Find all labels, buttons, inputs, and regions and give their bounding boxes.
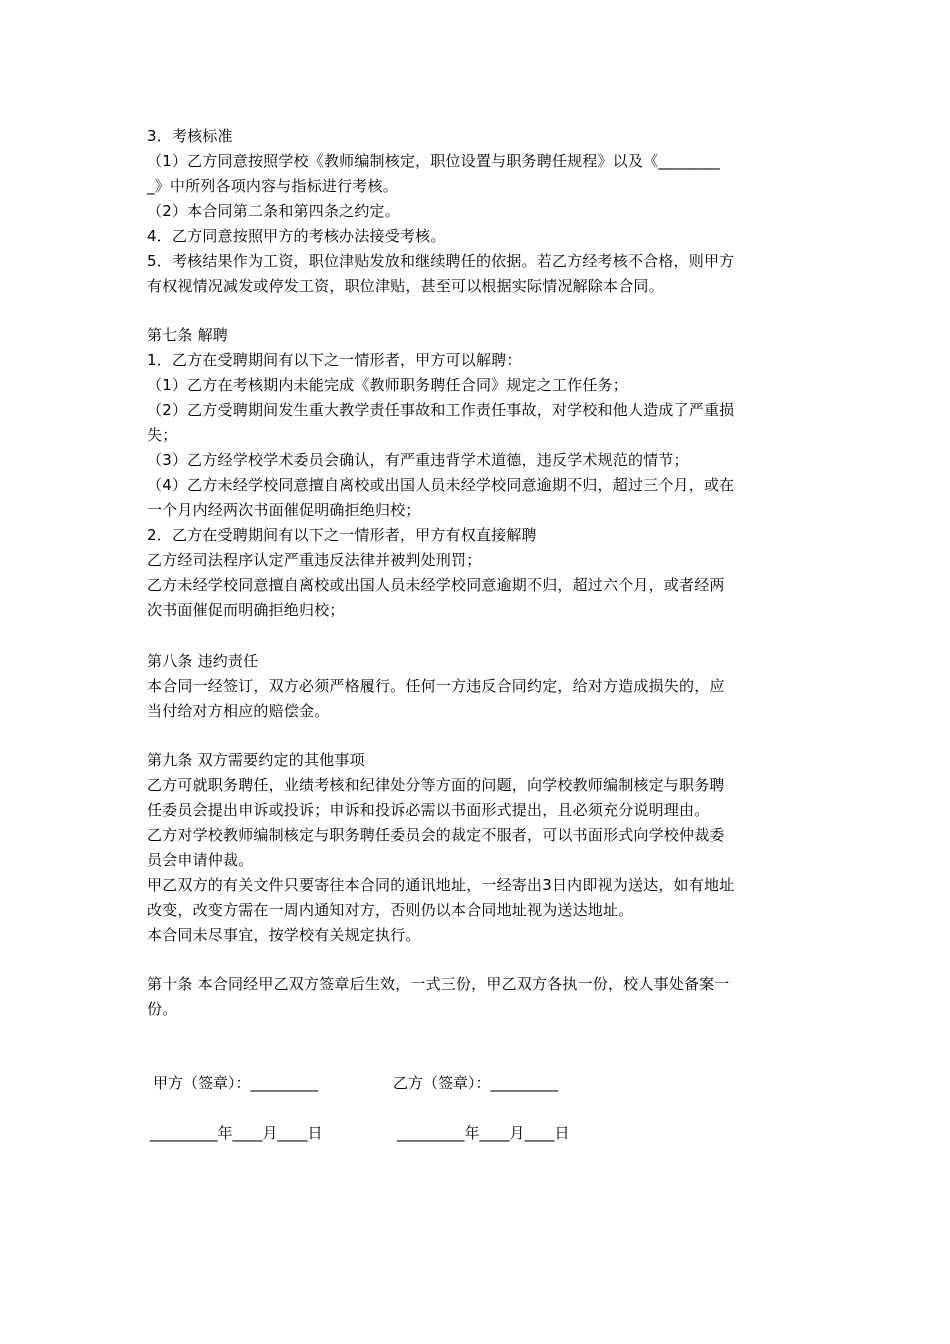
party-a-date: _________年____月____日 (150, 1124, 323, 1142)
paragraph-line: 2．乙方在受聘期间有以下之一情形者，甲方有权直接解聘 (147, 526, 537, 544)
paragraph-line: 一个月内经两次书面催促明确拒绝归校； (147, 501, 421, 519)
party-b-signature: 乙方（签章）：_________ (393, 1074, 559, 1092)
party-a-signature: 甲方（签章）：_________ (153, 1074, 319, 1092)
paragraph-line: _》中所列各项内容与指标进行考核。 (147, 177, 398, 195)
paragraph-line: 失； (147, 426, 178, 444)
paragraph-line: 次书面催促而明确拒绝归校； (147, 601, 345, 619)
paragraph-line: 本合同一经签订，双方必须严格履行。任何一方违反合同约定，给对方造成损失的，应 (147, 677, 725, 695)
article-9-heading: 第九条 双方需要约定的其他事项 (147, 751, 365, 769)
paragraph-line: 乙方未经学校同意擅自离校或出国人员未经学校同意逾期不归，超过六个月，或者经两 (147, 576, 725, 594)
paragraph-line: 5．考核结果作为工资，职位津贴发放和继续聘任的依据。若乙方经考核不合格，则甲方 (147, 252, 735, 270)
paragraph-line: （3）乙方经学校学术委员会确认，有严重违背学术道德，违反学术规范的情节； (147, 451, 689, 469)
paragraph-line: 份。 (147, 1000, 178, 1018)
paragraph-line: （4）乙方未经学校同意擅自离校或出国人员未经学校同意逾期不归，超过三个月，或在 (147, 476, 735, 494)
paragraph-line: 1．乙方在受聘期间有以下之一情形者，甲方可以解聘： (147, 351, 522, 369)
paragraph-line: 员会申请仲裁。 (147, 851, 254, 869)
paragraph-line: 4．乙方同意按照甲方的考核办法接受考核。 (147, 227, 446, 245)
article-7-heading: 第七条 解聘 (147, 326, 228, 344)
paragraph-line: 乙方对学校教师编制核定与职务聘任委员会的裁定不服者，可以书面形式向学校仲裁委 (147, 826, 725, 844)
paragraph-line: 乙方经司法程序认定严重违反法律并被判处刑罚； (147, 551, 482, 569)
paragraph-line: （2）乙方受聘期间发生重大教学责任事故和工作责任事故，对学校和他人造成了严重损 (147, 401, 735, 419)
heading-3-assessment-standard: 3．考核标准 (147, 127, 233, 145)
paragraph-line: 当付给对方相应的赔偿金。 (147, 702, 330, 720)
paragraph-line: 改变，改变方需在一周内通知对方，否则仍以本合同地址视为送达地址。 (147, 901, 634, 919)
paragraph-line: （2）本合同第二条和第四条之约定。 (147, 202, 400, 220)
paragraph-line: 有权视情况减发或停发工资，职位津贴，甚至可以根据实际情况解除本合同。 (147, 277, 664, 295)
article-8-heading: 第八条 违约责任 (147, 652, 259, 670)
party-b-date: _________年____月____日 (397, 1124, 570, 1142)
paragraph-line: 甲乙双方的有关文件只要寄往本合同的通讯地址，一经寄出3日内即视为送达，如有地址 (147, 876, 735, 894)
article-10-heading: 第十条 本合同经甲乙双方签章后生效，一式三份，甲乙双方各执一份，校人事处备案一 (147, 975, 730, 993)
paragraph-line: 本合同未尽事宜，按学校有关规定执行。 (147, 926, 421, 944)
paragraph-line: 任委员会提出申诉或投诉；申诉和投诉必需以书面形式提出，且必须充分说明理由。 (147, 801, 710, 819)
paragraph-line: 乙方可就职务聘任，业绩考核和纪律处分等方面的问题，向学校教师编制核定与职务聘 (147, 776, 725, 794)
paragraph-line: （1）乙方在考核期内未能完成《教师职务聘任合同》规定之工作任务； (147, 376, 628, 394)
paragraph-line: （1）乙方同意按照学校《教师编制核定，职位设置与职务聘任规程》以及《________ (147, 152, 720, 170)
